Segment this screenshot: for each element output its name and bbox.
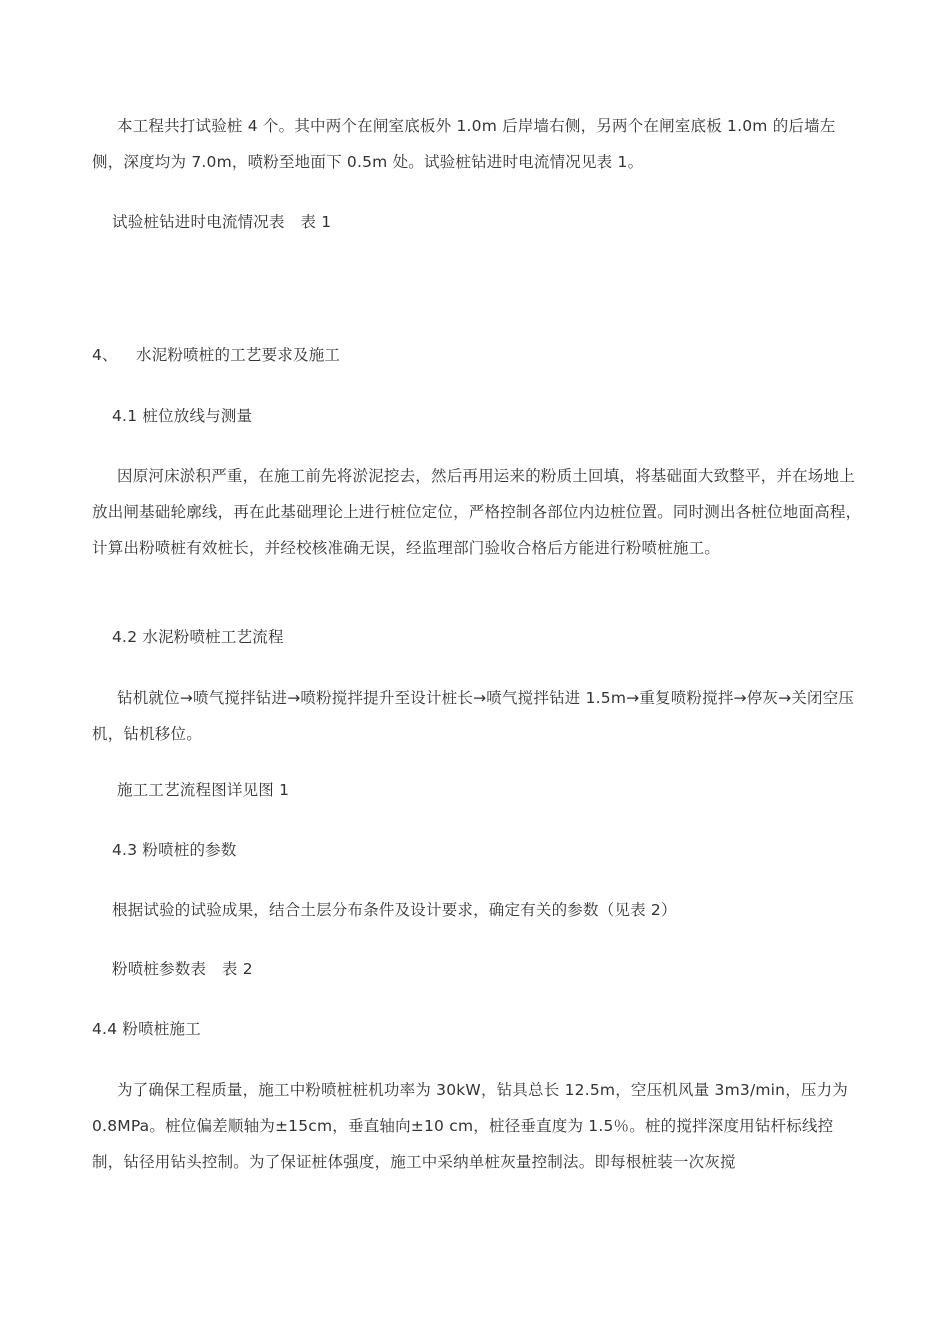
section-4-number: 4、 [92, 346, 118, 364]
section-4-heading [92, 337, 862, 373]
section-4-1-heading: 4.1 桩位放线与测量 [112, 407, 253, 425]
section-4-4-body: 为了确保工程质量，施工中粉喷桩桩机功率为 30kW，钻具总长 12.5m，空压机风量 3m3/min，压力为 0.8MPa。桩位偏差顺轴为±15cm，垂直轴向±10 cm，桩径垂直度为 1.5％。桩的搅拌深度用钻杆标线控制，钻径用钻头控制。为了保证桩体强度，施工中采纳单桩灰量控制法。即每根桩装一次灰搅 [92, 1081, 848, 1171]
paragraph-test-piles: 本工程共打试验桩 4 个。其中两个在闸室底板外 1.0m 后岸墙右侧，另两个在闸室底板 1.0m 的后墙左侧，深度均为 7.0m，喷粉至地面下 0.5m 处。试验桩钻进时电流情况见表 1。 [92, 117, 836, 171]
table-2-caption: 粉喷桩参数表 表 2 [112, 960, 253, 978]
table-1-caption: 试验桩钻进时电流情况表 表 1 [112, 213, 332, 231]
section-4-2-body: 钻机就位→喷气搅拌钻进→喷粉搅拌提升至设计桩长→喷气搅拌钻进 1.5m→重复喷粉搅拌→停灰→关闭空压机，钻机移位。 [92, 689, 855, 743]
section-4-4-heading: 4.4 粉喷桩施工 [92, 1020, 201, 1038]
section-4-3-heading: 4.3 粉喷桩的参数 [112, 841, 237, 859]
section-4-title: 水泥粉喷桩的工艺要求及施工 [136, 346, 341, 364]
section-4-2-heading: 4.2 水泥粉喷桩工艺流程 [112, 628, 284, 646]
section-4-1-body: 因原河床淤积严重，在施工前先将淤泥挖去，然后再用运来的粉质土回填，将基础面大致整平，并在场地上放出闸基础轮廓线，再在此基础理论上进行桩位定位，严格控制各部位内边桩位置。同时测出各桩位地面高程，计算出粉喷桩有效桩长，并经校核准确无误，经监理部门验收合格后方能进行粉喷桩施工。 [92, 467, 862, 557]
figure-1-reference: 施工工艺流程图详见图 1 [117, 781, 290, 799]
section-4-3-body: 根据试验的试验成果，结合土层分布条件及设计要求，确定有关的参数（见表 2） [112, 901, 677, 919]
